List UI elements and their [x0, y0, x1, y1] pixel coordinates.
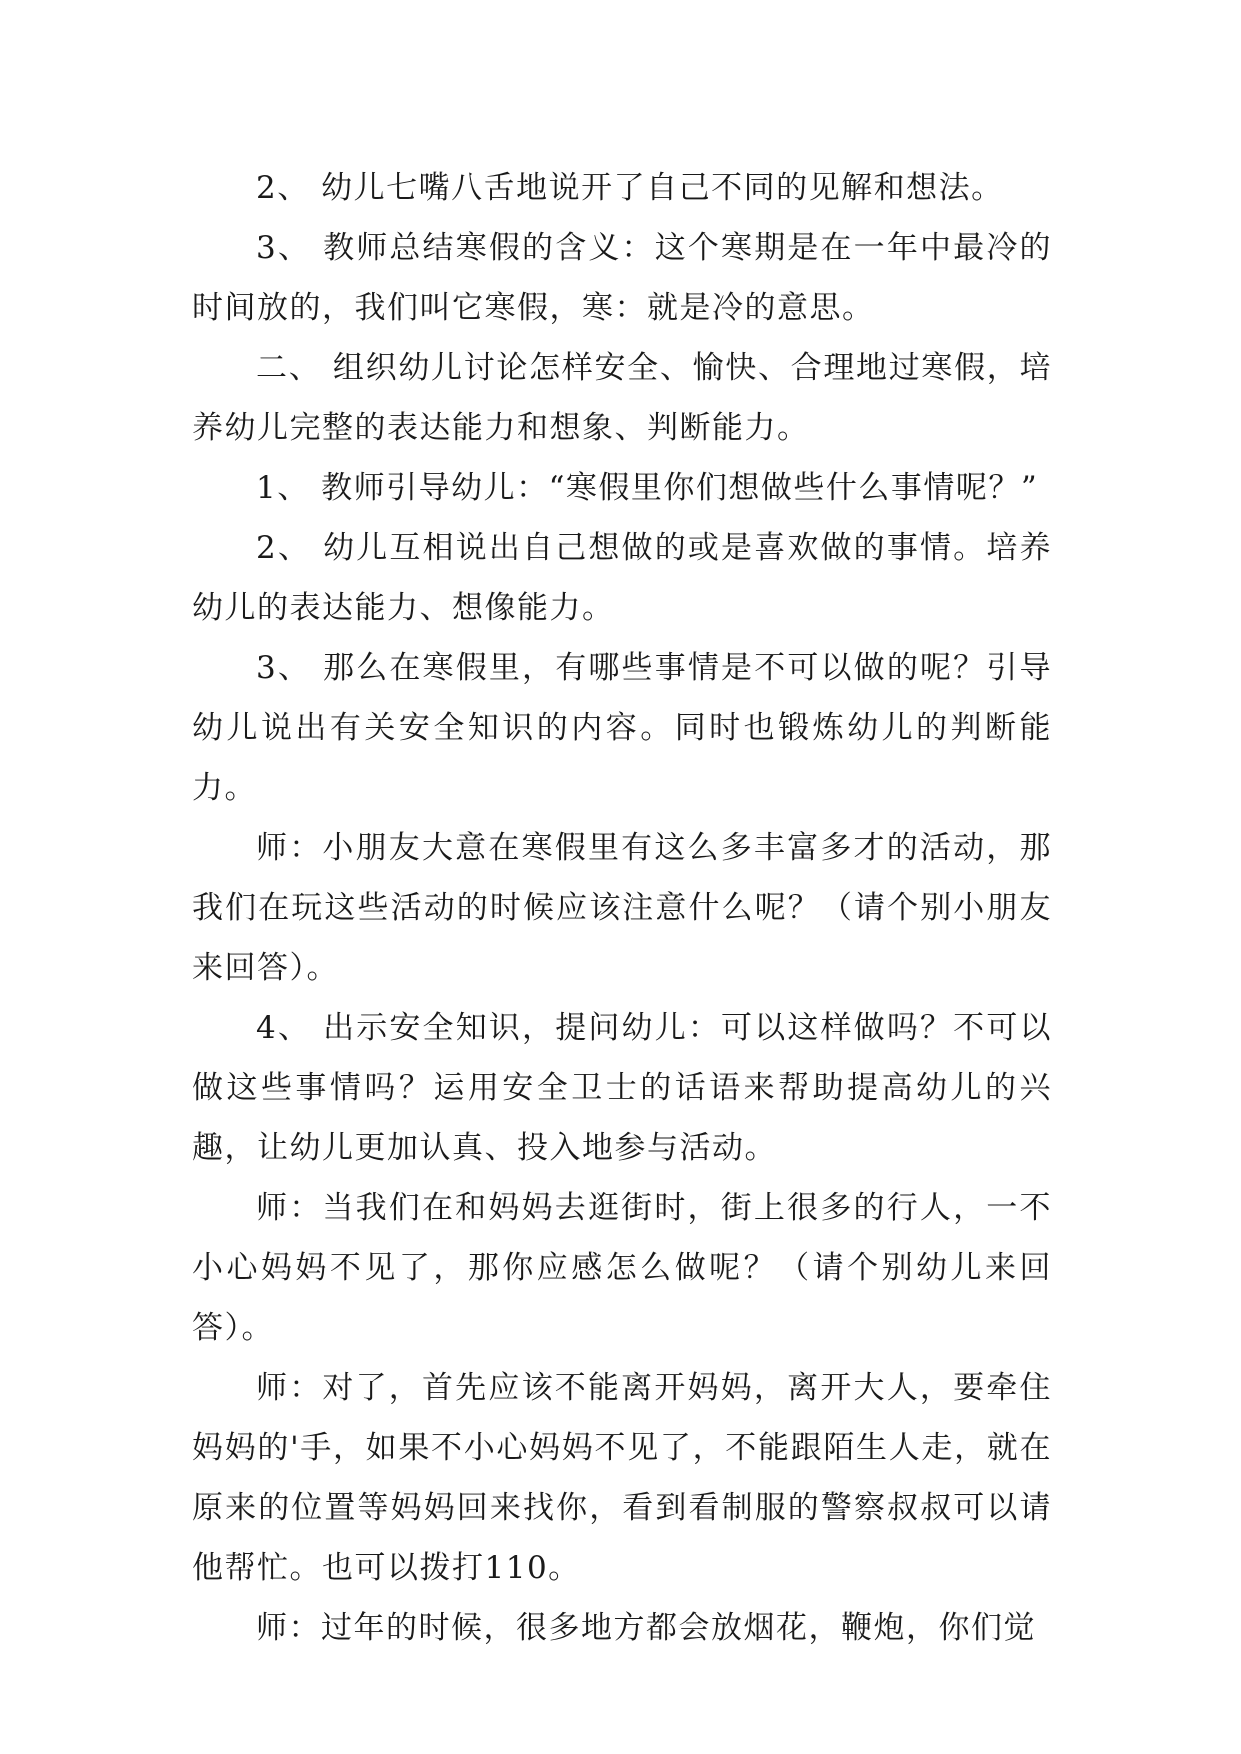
paragraph-5: 2、 幼儿互相说出自己想做的或是喜欢做的事情。培养幼儿的表达能力、想像能力。 [192, 530, 1052, 626]
paragraph-4: 1、 教师引导幼儿：“寒假里你们想做些什么事情呢？” [256, 470, 1039, 506]
paragraph-8: 4、 出示安全知识，提问幼儿：可以这样做吗？不可以做这些事情吗？运用安全卫士的话语来帮助提高幼儿的兴趣，让幼儿更加认真、投入地参与活动。 [192, 1010, 1052, 1166]
paragraph-6: 3、 那么在寒假里，有哪些事情是不可以做的呢？引导幼儿说出有关安全知识的内容。同时也锻炼幼儿的判断能力。 [192, 650, 1052, 806]
paragraph-11: 师：过年的时候，很多地方都会放烟花，鞭炮，你们觉 [256, 1610, 1036, 1646]
paragraph-2: 3、 教师总结寒假的含义：这个寒期是在一年中最冷的时间放的，我们叫它寒假，寒：就是冷的意思。 [192, 230, 1052, 326]
paragraph-7: 师：小朋友大意在寒假里有这么多丰富多才的活动，那我们在玩这些活动的时候应该注意什么呢？（请个别小朋友来回答）。 [192, 830, 1052, 986]
paragraph-9: 师：当我们在和妈妈去逛街时，街上很多的行人，一不小心妈妈不见了，那你应感怎么做呢？（请个别幼儿来回答）。 [192, 1190, 1052, 1346]
paragraph-1: 2、 幼儿七嘴八舌地说开了自己不同的见解和想法。 [256, 170, 1004, 206]
paragraph-10: 师：对了，首先应该不能离开妈妈，离开大人，要牵住妈妈的'手，如果不小心妈妈不见了，不能跟陌生人走，就在原来的位置等妈妈回来找你，看到看制服的警察叔叔可以请他帮忙。也可以拨打110。 [192, 1370, 1052, 1586]
paragraph-3: 二、 组织幼儿讨论怎样安全、愉快、合理地过寒假，培养幼儿完整的表达能力和想象、判断能力。 [192, 350, 1052, 446]
document-body [192, 158, 1052, 1658]
